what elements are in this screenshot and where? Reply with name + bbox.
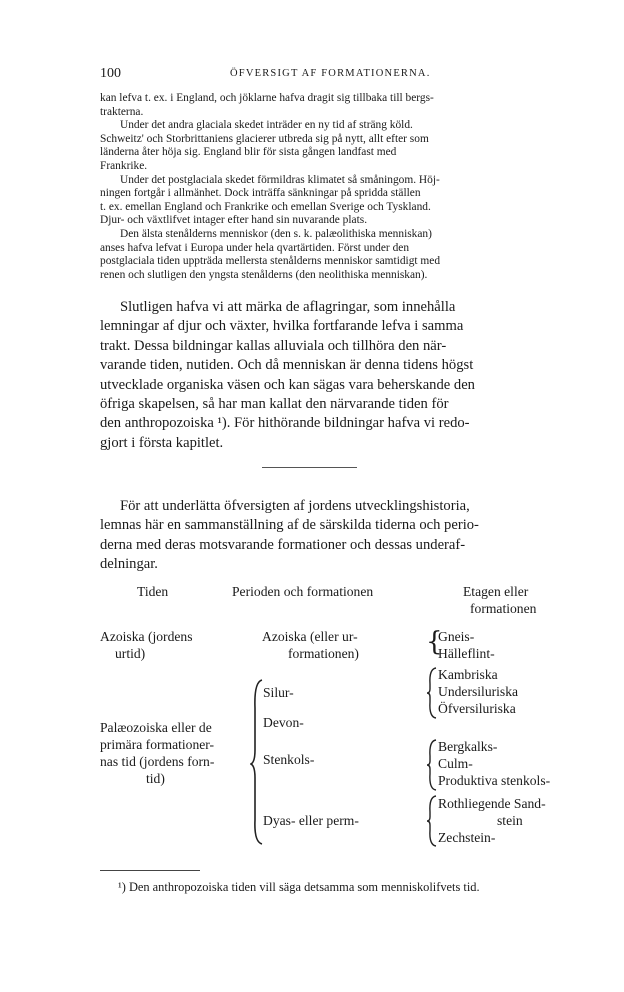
brace-icon bbox=[426, 794, 438, 848]
text-line: gjort i första kapitlet. bbox=[100, 434, 224, 451]
paleozoic-time: primära formationer- bbox=[100, 737, 215, 752]
col-header-etagen: formationen bbox=[470, 601, 537, 616]
text-line: Frankrike. bbox=[100, 159, 148, 172]
text-line: den anthropozoiska ¹). För hithörande bildningar hafva vi redo- bbox=[100, 415, 470, 432]
dyas-period: Dyas- eller perm- bbox=[263, 813, 359, 828]
col-header-etagen: Etagen eller bbox=[463, 584, 529, 599]
intro-paragraph bbox=[100, 497, 587, 575]
text-line: delningar. bbox=[100, 556, 158, 573]
paleozoic-time: tid) bbox=[146, 771, 165, 786]
stenkol-period: Stenkols- bbox=[263, 752, 315, 767]
col-header-perioden: Perioden och formationen bbox=[232, 584, 374, 599]
text-line: Schweitz' och Storbrittaniens glacierer utbreda sig på nytt, allt efter som bbox=[100, 132, 429, 145]
azoic-etage: Gneis- bbox=[438, 629, 475, 644]
brace-icon bbox=[426, 738, 438, 792]
silur-period: Silur- bbox=[263, 685, 294, 700]
stenkol-etage: Bergkalks- bbox=[438, 739, 498, 754]
text-line: t. ex. emellan England och Frankrike och emellan Sverige och Tyskland. bbox=[100, 200, 431, 213]
paleozoic-time: nas tid (jordens forn- bbox=[100, 754, 215, 769]
text-line: Under det andra glaciala skedet inträder en ny tid af sträng köld. bbox=[120, 119, 413, 132]
text-line: trakterna. bbox=[100, 105, 144, 118]
dyas-etage: stein bbox=[497, 813, 523, 828]
text-line: trakt. Dessa bildningar kallas alluviala och tillhöra den när- bbox=[100, 337, 447, 354]
text-line: Djur- och växtlifvet intager efter hand sin nuvarande plats. bbox=[100, 214, 368, 227]
brace-icon bbox=[250, 678, 264, 846]
text-line: För att underlätta öfversigten af jordens utvecklingshistoria, bbox=[120, 498, 470, 514]
azoic-time: urtid) bbox=[115, 646, 146, 661]
azoic-etage: Hälleflint- bbox=[438, 646, 495, 661]
text-line: ningen fortgår i allmänhet. Dock inträffa sänkningar på spridda ställen bbox=[100, 187, 421, 200]
section-divider bbox=[262, 467, 357, 468]
text-line: renen och slutligen den yngsta stenålderns (den neolithiska menniskan). bbox=[100, 268, 428, 281]
silur-etage: Kambriska bbox=[438, 667, 498, 682]
text-line: varande tiden, nutiden. Och då menniskan är denna tidens högst bbox=[100, 357, 474, 374]
col-header-tiden: Tiden bbox=[137, 584, 169, 599]
page-number: 100 bbox=[100, 66, 121, 81]
brace-icon: { bbox=[426, 627, 443, 657]
dyas-etage: Rothliegende Sand- bbox=[438, 796, 546, 811]
text-line: derna med deras motsvarande formationer och dessas underaf- bbox=[100, 536, 466, 553]
text-line: kan lefva t. ex. i England, och jöklarne hafva dragit sig tillbaka till bergs- bbox=[100, 92, 434, 104]
text-line: lemnas här en sammanställning af de särskilda tiderna och perio- bbox=[100, 517, 479, 534]
brace-icon bbox=[426, 666, 438, 720]
text-line: öfriga skapelsen, så har man kallat den närvarande tiden för bbox=[100, 396, 449, 413]
paleozoic-time: Palæozoiska eller de bbox=[100, 720, 212, 735]
text-line: Under det postglaciala skedet förmildras klimatet så småningom. Höj- bbox=[120, 173, 440, 186]
azoic-time: Azoiska (jordens bbox=[100, 629, 193, 644]
text-line: länderna åter höja sig. England blir för sista gången landfast med bbox=[100, 146, 397, 159]
azoic-period: Azoiska (eller ur- bbox=[262, 629, 358, 644]
devon-period: Devon- bbox=[263, 715, 304, 730]
text-line: Den älsta stenålderns menniskor (den s. k. palæolithiska menniskan) bbox=[120, 227, 432, 240]
stenkol-etage: Culm- bbox=[438, 756, 473, 771]
footnote-rule bbox=[100, 870, 200, 871]
dyas-etage: Zechstein- bbox=[438, 830, 496, 845]
silur-etage: Öfversiluriska bbox=[438, 701, 516, 716]
running-title: ÖFVERSIGT AF FORMATIONERNA. bbox=[230, 68, 431, 79]
text-line: utvecklade organiska väsen och kan sägas vara beherskande den bbox=[100, 376, 475, 393]
text-line: lemningar af djur och växter, hvilka fortfarande lefva i samma bbox=[100, 318, 464, 335]
text-line: postglaciala tiden uppträda mellersta stenålderns menniskor samtidigt med bbox=[100, 255, 441, 268]
azoic-period: formationen) bbox=[288, 646, 359, 661]
stenkol-etage: Produktiva stenkols- bbox=[438, 773, 551, 788]
text-line: anses hafva lefvat i Europa under hela qvartärtiden. Först under den bbox=[100, 241, 410, 254]
silur-etage: Undersiluriska bbox=[438, 684, 519, 699]
text-line: Slutligen hafva vi att märka de aflagringar, som innehålla bbox=[120, 299, 456, 315]
main-paragraph bbox=[100, 298, 587, 453]
footnote: ¹) Den anthropozoiska tiden vill säga detsamma som menniskolifvets tid. bbox=[118, 880, 480, 894]
small-text-block bbox=[100, 92, 587, 282]
